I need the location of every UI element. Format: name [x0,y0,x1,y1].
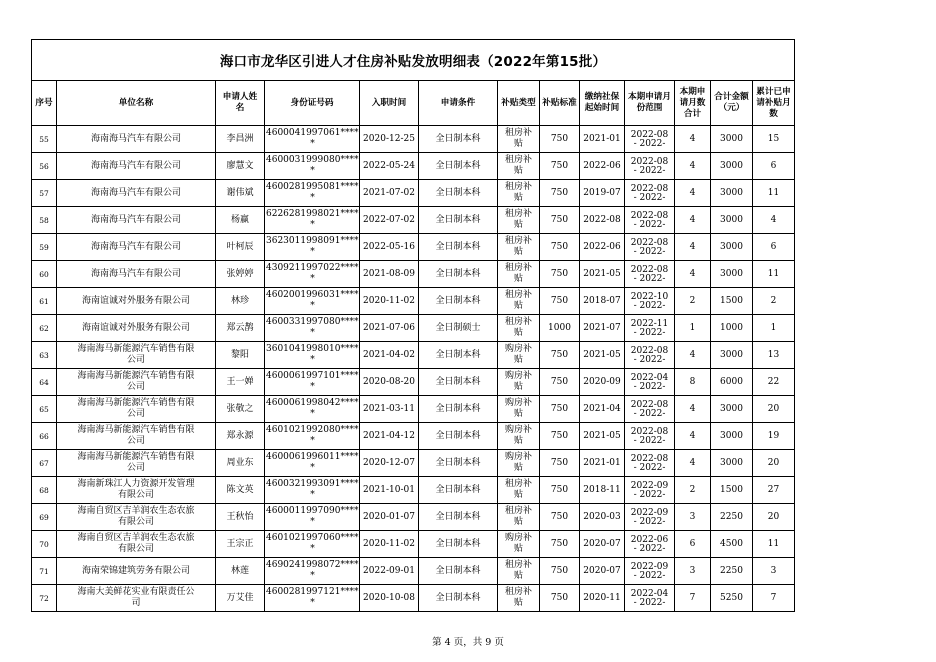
header-unit: 单位名称 [57,81,216,126]
cell-id-number: 3623011998091**** * [265,234,360,261]
cell-standard: 750 [540,153,580,180]
cell-unit: 海南海马汽车有限公司 [57,126,216,153]
header-standard: 补贴标准 [540,81,580,126]
cell-months: 4 [675,126,711,153]
cell-cumulative: 20 [753,450,795,477]
cell-applicant: 万艾佳 [216,585,265,612]
cell-month-range: 2022-08 - 2022- [625,207,675,234]
cell-social-security-start: 2019-07 [580,180,625,207]
cell-social-security-start: 2021-01 [580,126,625,153]
cell-id-number: 4600061998042**** * [265,396,360,423]
cell-subsidy-type: 购房补贴 [498,369,540,396]
cell-applicant: 廖慧文 [216,153,265,180]
cell-amount: 6000 [711,369,753,396]
cell-months: 4 [675,207,711,234]
table-row [32,531,795,558]
cell-social-security-start: 2022-08 [580,207,625,234]
cell-join-date: 2022-09-01 [360,558,419,585]
cell-join-date: 2020-12-07 [360,450,419,477]
cell-standard: 750 [540,531,580,558]
cell-unit: 海南海马汽车有限公司 [57,153,216,180]
cell-month-range: 2022-08 - 2022- [625,180,675,207]
cell-months: 4 [675,180,711,207]
cell-join-date: 2021-04-12 [360,423,419,450]
cell-join-date: 2020-11-02 [360,288,419,315]
cell-social-security-start: 2021-05 [580,342,625,369]
cell-condition: 全日制本科 [419,504,498,531]
cell-cumulative: 27 [753,477,795,504]
cell-months: 4 [675,234,711,261]
cell-applicant: 陈文英 [216,477,265,504]
cell-join-date: 2021-08-09 [360,261,419,288]
cell-subsidy-type: 租房补贴 [498,315,540,342]
cell-social-security-start: 2020-09 [580,369,625,396]
cell-cumulative: 15 [753,126,795,153]
cell-months: 2 [675,477,711,504]
cell-seq: 56 [32,153,57,180]
cell-subsidy-type: 购房补贴 [498,342,540,369]
cell-month-range: 2022-08 - 2022- [625,396,675,423]
cell-social-security-start: 2021-05 [580,423,625,450]
header-seq: 序号 [32,81,57,126]
cell-standard: 750 [540,207,580,234]
cell-condition: 全日制本科 [419,369,498,396]
cell-id-number: 4600011997090**** * [265,504,360,531]
header-social-security-start: 缴纳社保起始时间 [580,81,625,126]
cell-cumulative: 19 [753,423,795,450]
cell-unit: 海南新珠江人力资源开发管理 有限公司 [57,477,216,504]
cell-applicant: 王宗正 [216,531,265,558]
cell-months: 8 [675,369,711,396]
cell-cumulative: 11 [753,261,795,288]
header-id-number: 身份证号码 [265,81,360,126]
cell-unit: 海南海马汽车有限公司 [57,207,216,234]
cell-cumulative: 20 [753,396,795,423]
header-cumulative-months: 累计已申请补贴月数 [753,81,795,126]
cell-applicant: 林莲 [216,558,265,585]
table-row [32,288,795,315]
cell-standard: 750 [540,477,580,504]
table-title: 海口市龙华区引进人才住房补贴发放明细表（2022年第15批） [32,40,795,81]
cell-seq: 58 [32,207,57,234]
cell-amount: 2250 [711,504,753,531]
cell-months: 4 [675,396,711,423]
cell-join-date: 2021-10-01 [360,477,419,504]
cell-condition: 全日制本科 [419,477,498,504]
cell-subsidy-type: 租房补贴 [498,234,540,261]
cell-standard: 750 [540,369,580,396]
table-row [32,234,795,261]
cell-id-number: 4602001996031**** * [265,288,360,315]
cell-condition: 全日制本科 [419,396,498,423]
cell-condition: 全日制本科 [419,585,498,612]
cell-amount: 1500 [711,288,753,315]
cell-subsidy-type: 购房补贴 [498,423,540,450]
cell-condition: 全日制硕士 [419,315,498,342]
cell-amount: 3000 [711,261,753,288]
table-row [32,396,795,423]
cell-condition: 全日制本科 [419,261,498,288]
cell-id-number: 4601021997060**** * [265,531,360,558]
table-row [32,315,795,342]
cell-subsidy-type: 购房补贴 [498,396,540,423]
cell-standard: 750 [540,450,580,477]
cell-unit: 海南海马新能源汽车销售有限 公司 [57,396,216,423]
cell-join-date: 2020-11-02 [360,531,419,558]
cell-cumulative: 1 [753,315,795,342]
cell-month-range: 2022-08 - 2022- [625,342,675,369]
cell-applicant: 郑云鹊 [216,315,265,342]
cell-join-date: 2022-07-02 [360,207,419,234]
cell-unit: 海南谊诚对外服务有限公司 [57,315,216,342]
table-row [32,207,795,234]
cell-unit: 海南海马新能源汽车销售有限 公司 [57,423,216,450]
cell-cumulative: 22 [753,369,795,396]
cell-month-range: 2022-08 - 2022- [625,423,675,450]
cell-applicant: 黎阳 [216,342,265,369]
cell-seq: 70 [32,531,57,558]
cell-cumulative: 13 [753,342,795,369]
cell-amount: 1500 [711,477,753,504]
cell-standard: 1000 [540,315,580,342]
cell-seq: 60 [32,261,57,288]
cell-standard: 750 [540,585,580,612]
cell-id-number: 4690241998072**** * [265,558,360,585]
cell-social-security-start: 2021-04 [580,396,625,423]
cell-condition: 全日制本科 [419,180,498,207]
cell-amount: 3000 [711,423,753,450]
cell-unit: 海南海马汽车有限公司 [57,234,216,261]
cell-standard: 750 [540,342,580,369]
cell-seq: 68 [32,477,57,504]
cell-month-range: 2022-11 - 2022- [625,315,675,342]
cell-social-security-start: 2020-07 [580,531,625,558]
cell-applicant: 叶柯辰 [216,234,265,261]
cell-id-number: 4600061997101**** * [265,369,360,396]
cell-month-range: 2022-04 - 2022- [625,585,675,612]
cell-subsidy-type: 租房补贴 [498,558,540,585]
allowance-table [31,39,795,612]
cell-seq: 62 [32,315,57,342]
table-row [32,423,795,450]
cell-social-security-start: 2022-06 [580,234,625,261]
cell-applicant: 谢伟斌 [216,180,265,207]
header-amount-total: 合计金额（元） [711,81,753,126]
header-subsidy-type: 补贴类型 [498,81,540,126]
cell-condition: 全日制本科 [419,126,498,153]
table-row [32,585,795,612]
cell-amount: 4500 [711,531,753,558]
cell-month-range: 2022-09 - 2022- [625,504,675,531]
table-row [32,477,795,504]
cell-cumulative: 6 [753,234,795,261]
cell-subsidy-type: 租房补贴 [498,261,540,288]
cell-condition: 全日制本科 [419,342,498,369]
cell-seq: 67 [32,450,57,477]
cell-amount: 3000 [711,234,753,261]
cell-applicant: 郑永源 [216,423,265,450]
cell-month-range: 2022-04 - 2022- [625,369,675,396]
table-row [32,558,795,585]
cell-cumulative: 3 [753,558,795,585]
cell-month-range: 2022-08 - 2022- [625,126,675,153]
table-row [32,180,795,207]
cell-condition: 全日制本科 [419,450,498,477]
cell-cumulative: 11 [753,531,795,558]
cell-join-date: 2022-05-16 [360,234,419,261]
cell-subsidy-type: 租房补贴 [498,288,540,315]
cell-subsidy-type: 购房补贴 [498,450,540,477]
cell-months: 4 [675,423,711,450]
cell-social-security-start: 2020-11 [580,585,625,612]
cell-social-security-start: 2021-01 [580,450,625,477]
cell-seq: 66 [32,423,57,450]
cell-unit: 海南荣锦建筑劳务有限公司 [57,558,216,585]
cell-months: 6 [675,531,711,558]
cell-cumulative: 4 [753,207,795,234]
cell-condition: 全日制本科 [419,288,498,315]
cell-amount: 3000 [711,207,753,234]
cell-months: 4 [675,153,711,180]
cell-amount: 1000 [711,315,753,342]
cell-join-date: 2020-10-08 [360,585,419,612]
cell-condition: 全日制本科 [419,234,498,261]
cell-standard: 750 [540,180,580,207]
cell-condition: 全日制本科 [419,531,498,558]
cell-amount: 3000 [711,180,753,207]
cell-subsidy-type: 租房补贴 [498,585,540,612]
cell-amount: 3000 [711,342,753,369]
cell-cumulative: 11 [753,180,795,207]
cell-seq: 61 [32,288,57,315]
cell-months: 4 [675,261,711,288]
cell-standard: 750 [540,558,580,585]
header-condition: 申请条件 [419,81,498,126]
cell-months: 1 [675,315,711,342]
cell-social-security-start: 2020-07 [580,558,625,585]
cell-subsidy-type: 购房补贴 [498,531,540,558]
table-row [32,369,795,396]
cell-seq: 57 [32,180,57,207]
cell-condition: 全日制本科 [419,558,498,585]
header-join-date: 入职时间 [360,81,419,126]
cell-condition: 全日制本科 [419,423,498,450]
page-footer: 第 4 页，共 9 页 [432,637,504,648]
cell-unit: 海南海马新能源汽车销售有限 公司 [57,450,216,477]
cell-amount: 2250 [711,558,753,585]
cell-seq: 64 [32,369,57,396]
cell-unit: 海南大美鲜花实业有限责任公 司 [57,585,216,612]
cell-id-number: 4600281997121**** * [265,585,360,612]
cell-amount: 3000 [711,126,753,153]
cell-id-number: 4600331997080**** * [265,315,360,342]
cell-unit: 海南谊诚对外服务有限公司 [57,288,216,315]
allowance-table-sheet [31,39,794,612]
cell-applicant: 杨赢 [216,207,265,234]
cell-id-number: 6226281998021**** * [265,207,360,234]
cell-social-security-start: 2021-05 [580,261,625,288]
cell-applicant: 王秋怡 [216,504,265,531]
cell-join-date: 2021-04-02 [360,342,419,369]
cell-seq: 65 [32,396,57,423]
cell-standard: 750 [540,288,580,315]
cell-social-security-start: 2018-11 [580,477,625,504]
table-row [32,504,795,531]
cell-months: 4 [675,450,711,477]
cell-standard: 750 [540,504,580,531]
cell-standard: 750 [540,234,580,261]
cell-months: 4 [675,342,711,369]
cell-standard: 750 [540,261,580,288]
cell-seq: 59 [32,234,57,261]
cell-months: 3 [675,558,711,585]
cell-standard: 750 [540,126,580,153]
cell-month-range: 2022-08 - 2022- [625,261,675,288]
table-row [32,342,795,369]
cell-join-date: 2020-12-25 [360,126,419,153]
cell-subsidy-type: 租房补贴 [498,126,540,153]
table-row [32,261,795,288]
cell-unit: 海南海马汽车有限公司 [57,261,216,288]
cell-join-date: 2020-08-20 [360,369,419,396]
cell-condition: 全日制本科 [419,153,498,180]
cell-seq: 55 [32,126,57,153]
cell-applicant: 周业东 [216,450,265,477]
table-row [32,450,795,477]
cell-applicant: 张婷婷 [216,261,265,288]
cell-seq: 71 [32,558,57,585]
cell-unit: 海南自贸区吉羊润农生态农旅 有限公司 [57,531,216,558]
cell-social-security-start: 2021-07 [580,315,625,342]
cell-month-range: 2022-08 - 2022- [625,153,675,180]
cell-id-number: 4600061996011**** * [265,450,360,477]
cell-id-number: 4309211997022**** * [265,261,360,288]
cell-join-date: 2021-07-02 [360,180,419,207]
cell-unit: 海南海马汽车有限公司 [57,180,216,207]
cell-cumulative: 6 [753,153,795,180]
cell-applicant: 李昌洲 [216,126,265,153]
table-row [32,126,795,153]
cell-unit: 海南自贸区吉羊润农生态农旅 有限公司 [57,504,216,531]
cell-unit: 海南海马新能源汽车销售有限 公司 [57,369,216,396]
cell-month-range: 2022-09 - 2022- [625,558,675,585]
cell-social-security-start: 2022-06 [580,153,625,180]
cell-id-number: 4600281995081**** * [265,180,360,207]
cell-months: 2 [675,288,711,315]
cell-applicant: 张敬之 [216,396,265,423]
cell-months: 7 [675,585,711,612]
cell-amount: 3000 [711,153,753,180]
cell-subsidy-type: 租房补贴 [498,504,540,531]
cell-month-range: 2022-09 - 2022- [625,477,675,504]
cell-cumulative: 7 [753,585,795,612]
cell-id-number: 4600041997061**** * [265,126,360,153]
cell-months: 3 [675,504,711,531]
table-row [32,153,795,180]
cell-applicant: 王一婵 [216,369,265,396]
cell-subsidy-type: 租房补贴 [498,207,540,234]
cell-subsidy-type: 租房补贴 [498,153,540,180]
cell-social-security-start: 2018-07 [580,288,625,315]
cell-seq: 63 [32,342,57,369]
cell-join-date: 2021-07-06 [360,315,419,342]
cell-join-date: 2021-03-11 [360,396,419,423]
cell-join-date: 2020-01-07 [360,504,419,531]
cell-amount: 3000 [711,396,753,423]
cell-month-range: 2022-10 - 2022- [625,288,675,315]
cell-cumulative: 2 [753,288,795,315]
cell-unit: 海南海马新能源汽车销售有限 公司 [57,342,216,369]
cell-seq: 72 [32,585,57,612]
cell-id-number: 4601021992080**** * [265,423,360,450]
header-months-total: 本期申请月数合计 [675,81,711,126]
cell-id-number: 4600321993091**** * [265,477,360,504]
header-applicant: 申请人姓名 [216,81,265,126]
cell-id-number: 3601041998010**** * [265,342,360,369]
cell-id-number: 4600031999080**** * [265,153,360,180]
header-month-range: 本期申请月份范围 [625,81,675,126]
cell-applicant: 林珍 [216,288,265,315]
cell-cumulative: 20 [753,504,795,531]
cell-month-range: 2022-08 - 2022- [625,234,675,261]
cell-subsidy-type: 租房补贴 [498,477,540,504]
cell-join-date: 2022-05-24 [360,153,419,180]
cell-amount: 3000 [711,450,753,477]
cell-standard: 750 [540,396,580,423]
cell-standard: 750 [540,423,580,450]
cell-month-range: 2022-06 - 2022- [625,531,675,558]
cell-month-range: 2022-08 - 2022- [625,450,675,477]
cell-condition: 全日制本科 [419,207,498,234]
cell-amount: 5250 [711,585,753,612]
cell-subsidy-type: 租房补贴 [498,180,540,207]
cell-seq: 69 [32,504,57,531]
cell-social-security-start: 2020-03 [580,504,625,531]
